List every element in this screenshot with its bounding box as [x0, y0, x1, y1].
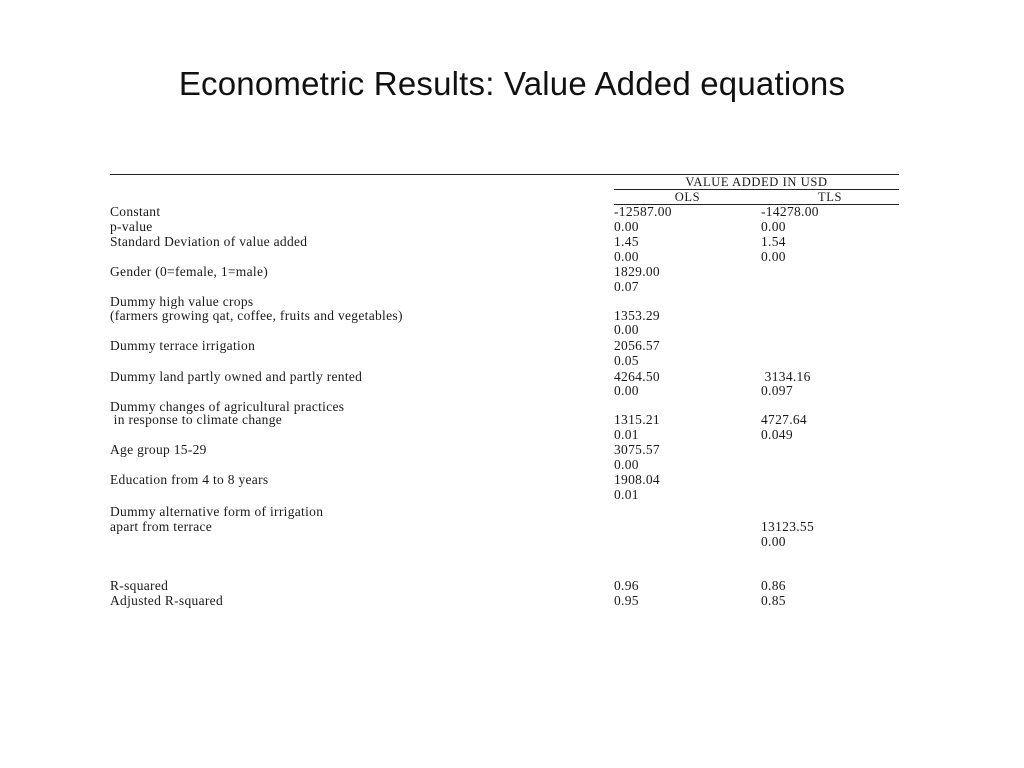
row-label: Dummy terrace irrigation: [110, 338, 256, 353]
cell-tls: 0.85: [761, 593, 786, 608]
row-label: Dummy land partly owned and partly rented: [110, 369, 363, 384]
row-label: Dummy changes of agricultural practices: [110, 399, 345, 414]
cell-ols: 0.05: [614, 353, 639, 368]
cell-ols: 1829.00: [614, 264, 660, 279]
cell-tls: 0.00: [761, 249, 786, 264]
cell-ols: 0.00: [614, 383, 639, 398]
cell-ols: 0.00: [614, 219, 639, 234]
row-label: p-value: [110, 219, 153, 234]
cell-ols: 0.01: [614, 427, 639, 442]
row-label: Age group 15-29: [110, 442, 207, 457]
cell-tls: 0.00: [761, 534, 786, 549]
cell-ols: 2056.57: [614, 338, 660, 353]
cell-tls: 3134.16: [761, 369, 811, 384]
row-label: Standard Deviation of value added: [110, 234, 308, 249]
cell-ols: 1315.21: [614, 412, 660, 427]
cell-tls: 0.049: [761, 427, 793, 442]
row-label: Dummy alternative form of irrigation: [110, 504, 324, 519]
row-label: (farmers growing qat, coffee, fruits and vegetables): [110, 308, 403, 323]
row-label: Adjusted R-squared: [110, 593, 224, 608]
cell-ols: 0.01: [614, 487, 639, 502]
cell-ols: 0.00: [614, 249, 639, 264]
row-label: in response to climate change: [110, 412, 283, 427]
cell-ols: 1353.29: [614, 308, 660, 323]
cell-tls: 0.00: [761, 219, 786, 234]
cell-tls: 1.54: [761, 234, 786, 249]
cell-ols: -12587.00: [614, 204, 672, 219]
group-header-value-added: VALUE ADDED IN USD: [685, 175, 828, 189]
cell-tls: 4727.64: [761, 412, 807, 427]
cell-ols: 3075.57: [614, 442, 660, 457]
column-header-tls: TLS: [817, 190, 843, 204]
row-label: Education from 4 to 8 years: [110, 472, 269, 487]
cell-ols: 0.96: [614, 578, 639, 593]
cell-ols: 0.00: [614, 457, 639, 472]
results-table: [110, 173, 899, 613]
cell-tls: 13123.55: [761, 519, 815, 534]
cell-tls: 0.86: [761, 578, 786, 593]
cell-ols: 0.95: [614, 593, 639, 608]
row-label: Gender (0=female, 1=male): [110, 264, 269, 279]
column-header-ols: OLS: [674, 190, 701, 204]
cell-ols: 0.07: [614, 279, 639, 294]
cell-tls: 0.097: [761, 383, 793, 398]
cell-ols: 1908.04: [614, 472, 660, 487]
row-label: Dummy high value crops: [110, 294, 254, 309]
row-label: R-squared: [110, 578, 169, 593]
row-label: apart from terrace: [110, 519, 213, 534]
cell-ols: 1.45: [614, 234, 639, 249]
cell-tls: -14278.00: [761, 204, 819, 219]
cell-ols: 0.00: [614, 322, 639, 337]
cell-ols: 4264.50: [614, 369, 660, 384]
slide-title: Econometric Results: Value Added equations: [178, 65, 846, 102]
row-label: Constant: [110, 204, 161, 219]
